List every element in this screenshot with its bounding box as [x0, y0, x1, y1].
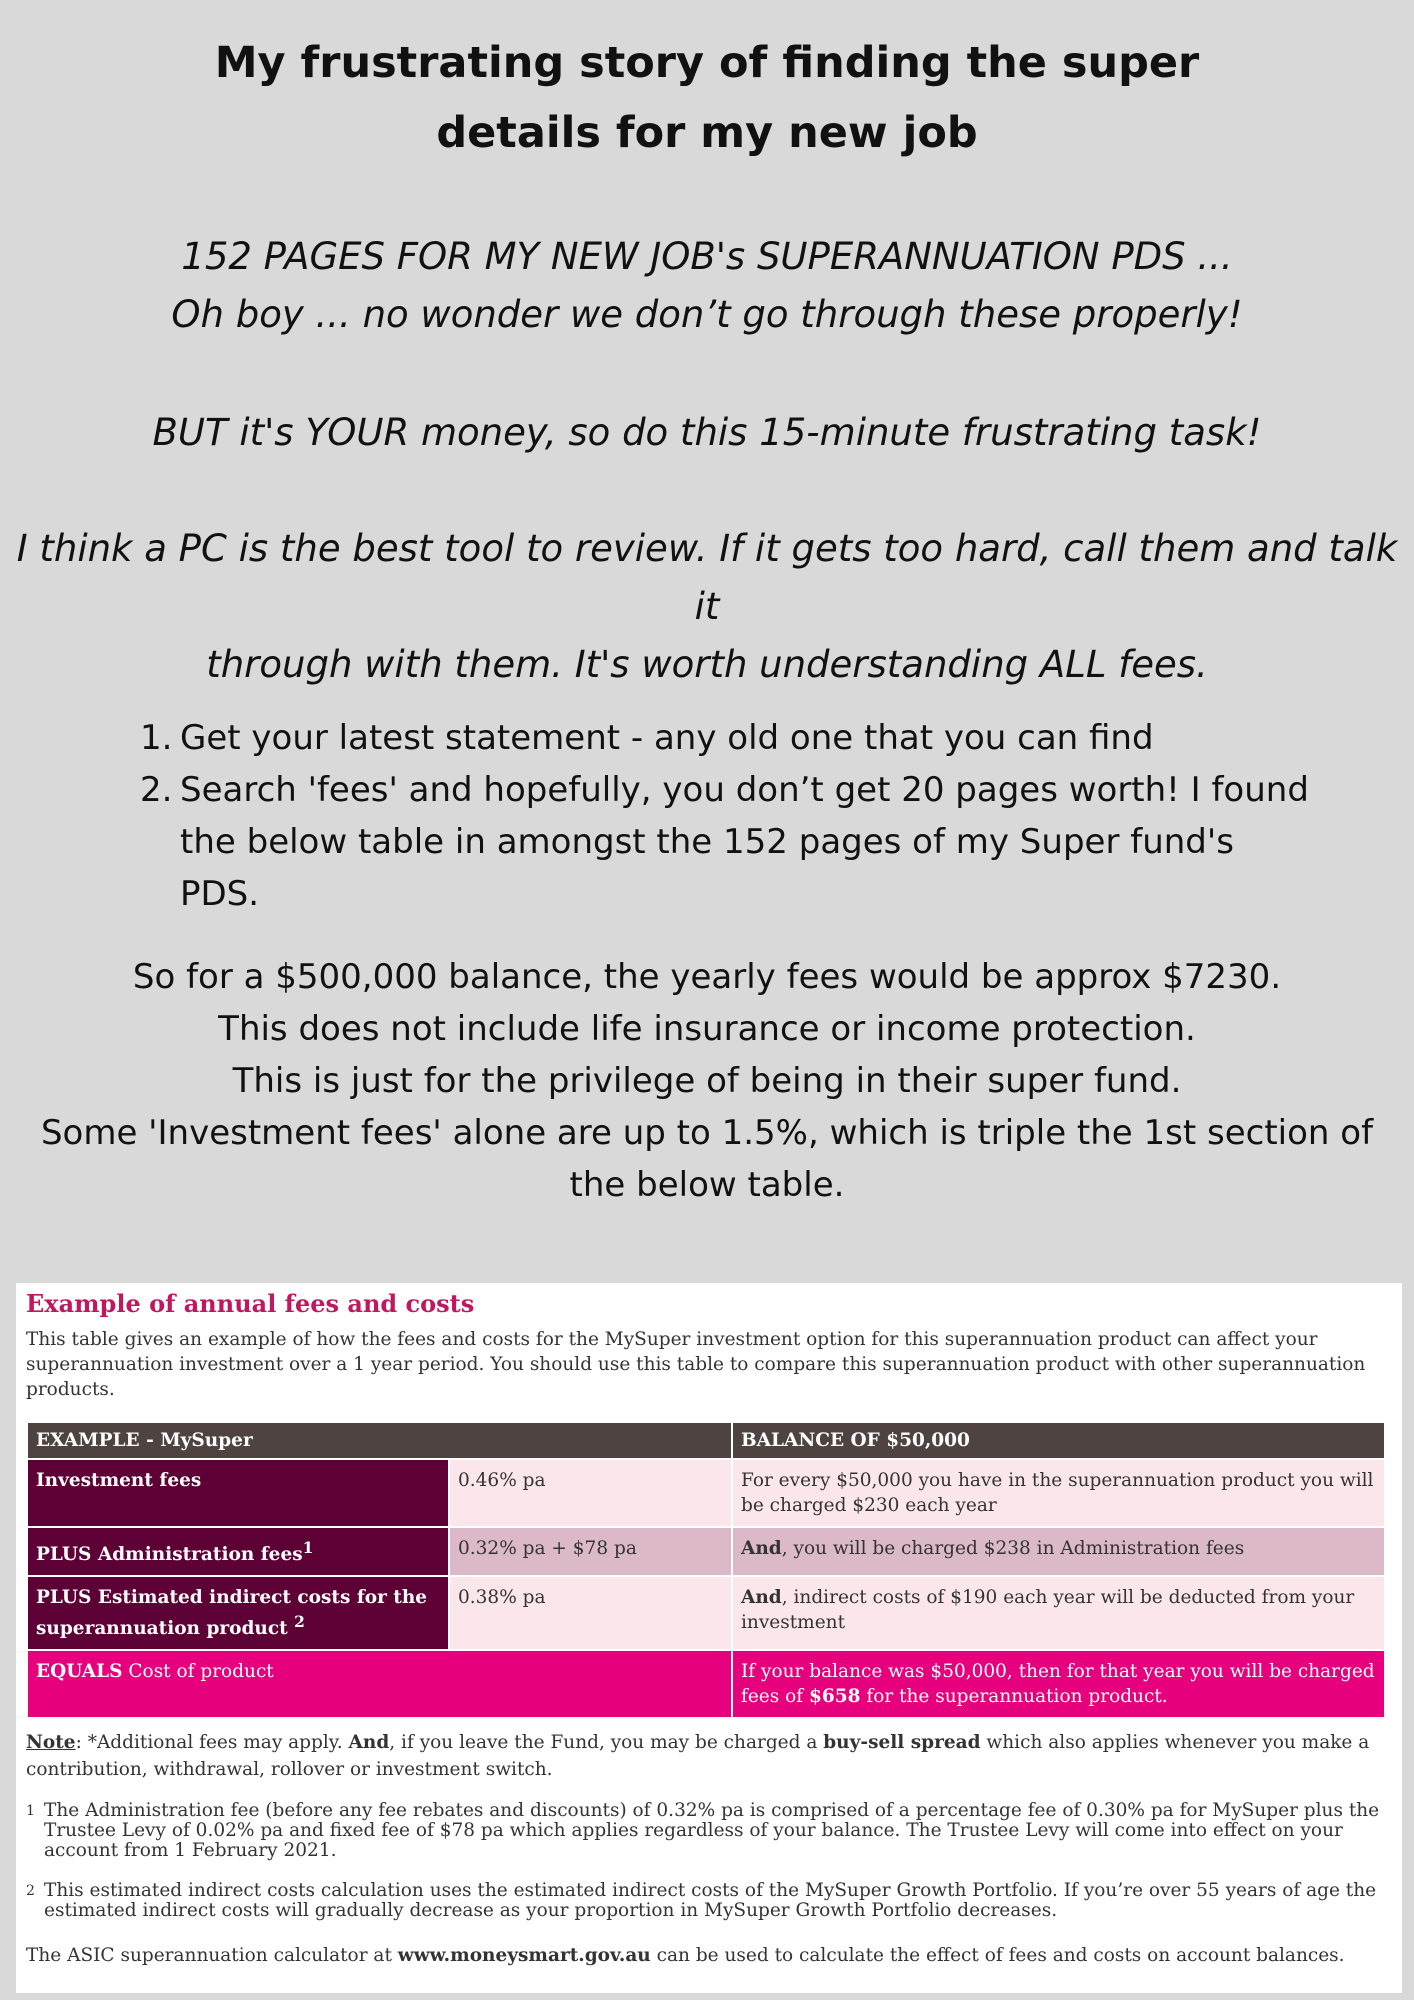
- step-item: [140, 712, 1320, 764]
- pds-intro: This table gives an example of how the fees and costs for the MySuper investment option for this superannuation product can affect your superannuation investment over a 1 year period. You should use this table to compare this superannuation product with other superannuation products.: [26, 1329, 1366, 1400]
- footnote-2: [26, 1881, 1396, 1921]
- table-row: [27, 1459, 1385, 1527]
- page-title: [0, 28, 1414, 168]
- row-rate: 0.32% pa + $78 pa: [449, 1527, 732, 1576]
- summary-line-2: This does not include life insurance or income protection.: [218, 1009, 1196, 1049]
- intro-line-3: BUT it's YOUR money, so do this 15-minute frustrating task!: [152, 411, 1262, 454]
- summary-line-4: Some 'Investment fees' alone are up to 1.5%, which is triple the 1st section of the below table.: [40, 1113, 1374, 1205]
- table-header-row: [27, 1422, 1385, 1459]
- intro-block-1: [0, 228, 1414, 344]
- table-row: [27, 1576, 1385, 1650]
- footnote-ref: 2: [294, 1613, 305, 1632]
- total-label: EQUALS Cost of product: [27, 1650, 732, 1718]
- row-rate: 0.38% pa: [449, 1576, 732, 1650]
- header-balance: BALANCE OF $50,000: [732, 1422, 1385, 1459]
- row-description: And, you will be charged $238 in Administration fees: [732, 1527, 1385, 1576]
- title-line-2: details for my new job: [436, 108, 978, 158]
- table-row: [27, 1527, 1385, 1576]
- intro-line-2: Oh boy ... no wonder we don’t go through these properly!: [171, 293, 1243, 336]
- footnote-ref: 1: [302, 1539, 314, 1557]
- steps-list: [140, 712, 1320, 920]
- step-item: [140, 764, 1320, 920]
- intro-block-2: [0, 404, 1414, 462]
- fees-table: [26, 1421, 1386, 1719]
- intro-line-1: 152 PAGES FOR MY NEW JOB's SUPERANNUATION PDS ...: [181, 235, 1233, 278]
- header-example: EXAMPLE - MySuper: [27, 1422, 732, 1459]
- summary-line-3: This is just for the privilege of being in their super fund.: [232, 1061, 1182, 1101]
- step-text: Search 'fees' and hopefully, you don’t get 20 pages worth! I found the below table in amongst the 152 pages of my Super fund's PDS.: [180, 770, 1309, 914]
- footnote-number: 2: [26, 1883, 35, 1899]
- step-number: 1.: [140, 718, 173, 758]
- pds-excerpt: [16, 1283, 1402, 1993]
- moneysmart-link: www.moneysmart.gov.au: [397, 1945, 651, 1966]
- asic-calculator-note: The ASIC superannuation calculator at www.moneysmart.gov.au can be used to calculate the effect of fees and costs on account balances.: [26, 1945, 1345, 1966]
- intro-line-5: through with them. It's worth understanding ALL fees.: [206, 643, 1208, 686]
- footnote-text: This estimated indirect costs calculation uses the estimated indirect costs of the MySuper Growth Portfolio. If you’re over 55 years of age the estimated indirect costs will gradually decrease as your proportion in MySuper Growth Portfolio decreases.: [44, 1880, 1377, 1921]
- row-label: Investment fees: [27, 1459, 449, 1527]
- summary-line-1: So for a $500,000 balance, the yearly fees would be approx $7230.: [132, 957, 1282, 997]
- summary-block: [40, 951, 1374, 1211]
- footnote-1: [26, 1801, 1396, 1861]
- pds-note: Note: *Additional fees may apply. And, if you leave the Fund, you may be charged a buy-sell spread which also applies whenever you make a contribution, withdrawal, rollover or investment switch.: [26, 1732, 1370, 1780]
- intro-line-4: I think a PC is the best tool to review. If it gets too hard, call them and talk it: [16, 527, 1398, 628]
- table-total-row: [27, 1650, 1385, 1718]
- pds-heading: Example of annual fees and costs: [26, 1289, 475, 1318]
- row-rate: 0.46% pa: [449, 1459, 732, 1527]
- step-text: Get your latest statement - any old one that you can find: [180, 718, 1154, 758]
- footnote-text: The Administration fee (before any fee rebates and discounts) of 0.32% pa is comprised of a percentage fee of 0.30% pa for MySuper plus the Trustee Levy of 0.02% pa and fixed fee of $78 pa which applies regardless of your balance. The Trustee Levy will come into effect on your account from 1 February 2021.: [44, 1800, 1380, 1861]
- total-description: If your balance was $50,000, then for that year you will be charged fees of $658 for the superannuation product.: [732, 1650, 1385, 1718]
- row-description: For every $50,000 you have in the superannuation product you will be charged $230 each year: [732, 1459, 1385, 1527]
- footnote-number: 1: [26, 1803, 35, 1819]
- intro-block-3: [0, 520, 1414, 694]
- step-number: 2.: [140, 770, 173, 810]
- row-description: And, indirect costs of $190 each year will be deducted from your investment: [732, 1576, 1385, 1650]
- row-label: PLUS Estimated indirect costs for the superannuation product $^2$: [27, 1576, 449, 1650]
- title-line-1: My frustrating story of finding the super: [214, 38, 1200, 88]
- row-label: PLUS Administration fees$^1$: [27, 1527, 449, 1576]
